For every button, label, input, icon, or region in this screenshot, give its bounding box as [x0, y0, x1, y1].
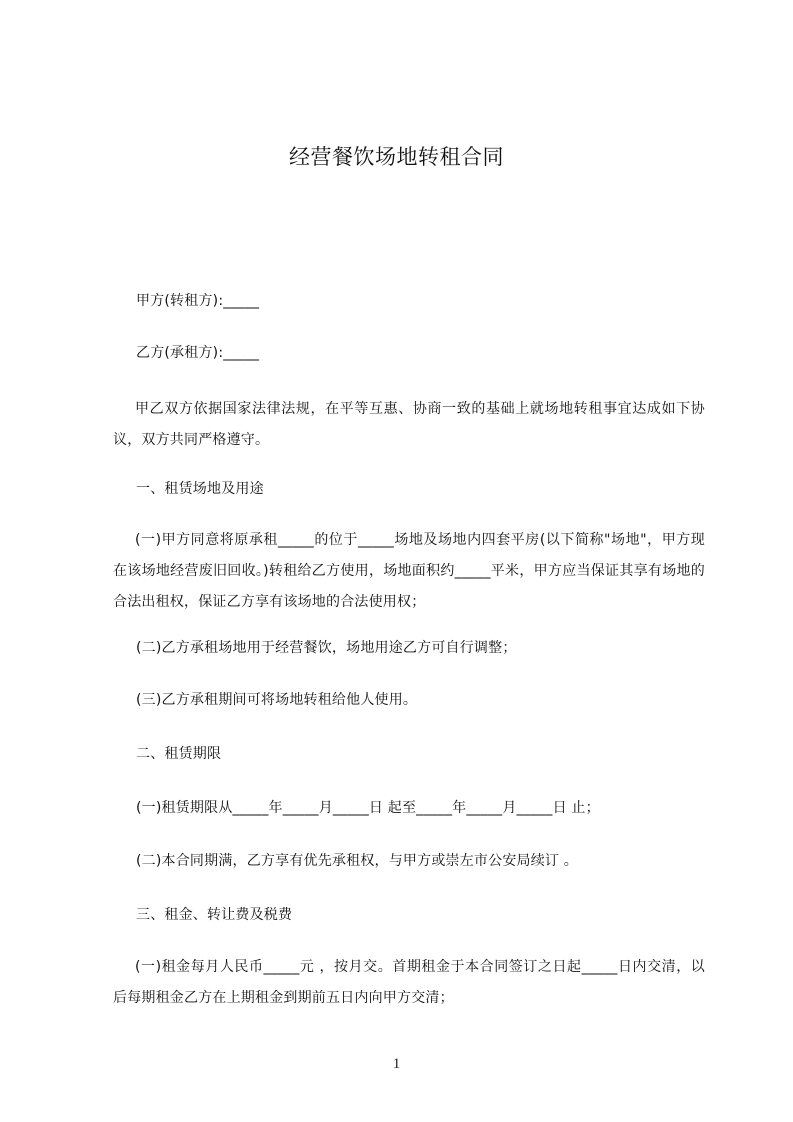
party-b-line: 乙方(承租方):_____: [136, 345, 260, 361]
document-title: 经营餐饮场地转租合同: [289, 145, 504, 169]
section-1-item-1: (一)甲方同意将原承租_____的位于_____场地及场地内四套平房(以下简称"场地"，甲方现在该场地经营废旧回收。)转租给乙方使用，场地面积约_____平米，甲方应当保证其享有场地的合法出租权，保证乙方享有该场地的合法使用权；: [113, 532, 705, 610]
section-2-item-2: (二)本合同期满，乙方享有优先承租权，与甲方或崇左市公安局续订 。: [136, 853, 578, 869]
section-3-item-1: (一)租金每月人民币_____元 ，按月交。首期租金于本合同签订之日起_____日内交清，以后每期租金乙方在上期租金到期前五日内向甲方交清；: [113, 959, 705, 1006]
page-number: 1: [392, 1056, 401, 1072]
section-2-item-1: (一)租赁期限从_____年_____月_____日 起至_____年_____月_____日 止；: [136, 800, 600, 816]
section-1-item-2: (二)乙方承租场地用于经营餐饮，场地用途乙方可自行调整；: [136, 640, 517, 656]
intro-paragraph: 甲乙双方依据国家法律法规，在平等互惠、协商一致的基础上就场地转租事宜达成如下协议，双方共同严格遵守。: [113, 401, 705, 448]
section-1-heading: 一、租赁场地及用途: [136, 481, 264, 497]
section-2-heading: 二、租赁期限: [136, 746, 222, 762]
section-3-heading: 三、租金、转让费及税费: [136, 907, 293, 923]
section-1-item-3: (三)乙方承租期间可将场地转租给他人使用。: [136, 692, 418, 708]
party-a-line: 甲方(转租方):_____: [136, 293, 260, 309]
